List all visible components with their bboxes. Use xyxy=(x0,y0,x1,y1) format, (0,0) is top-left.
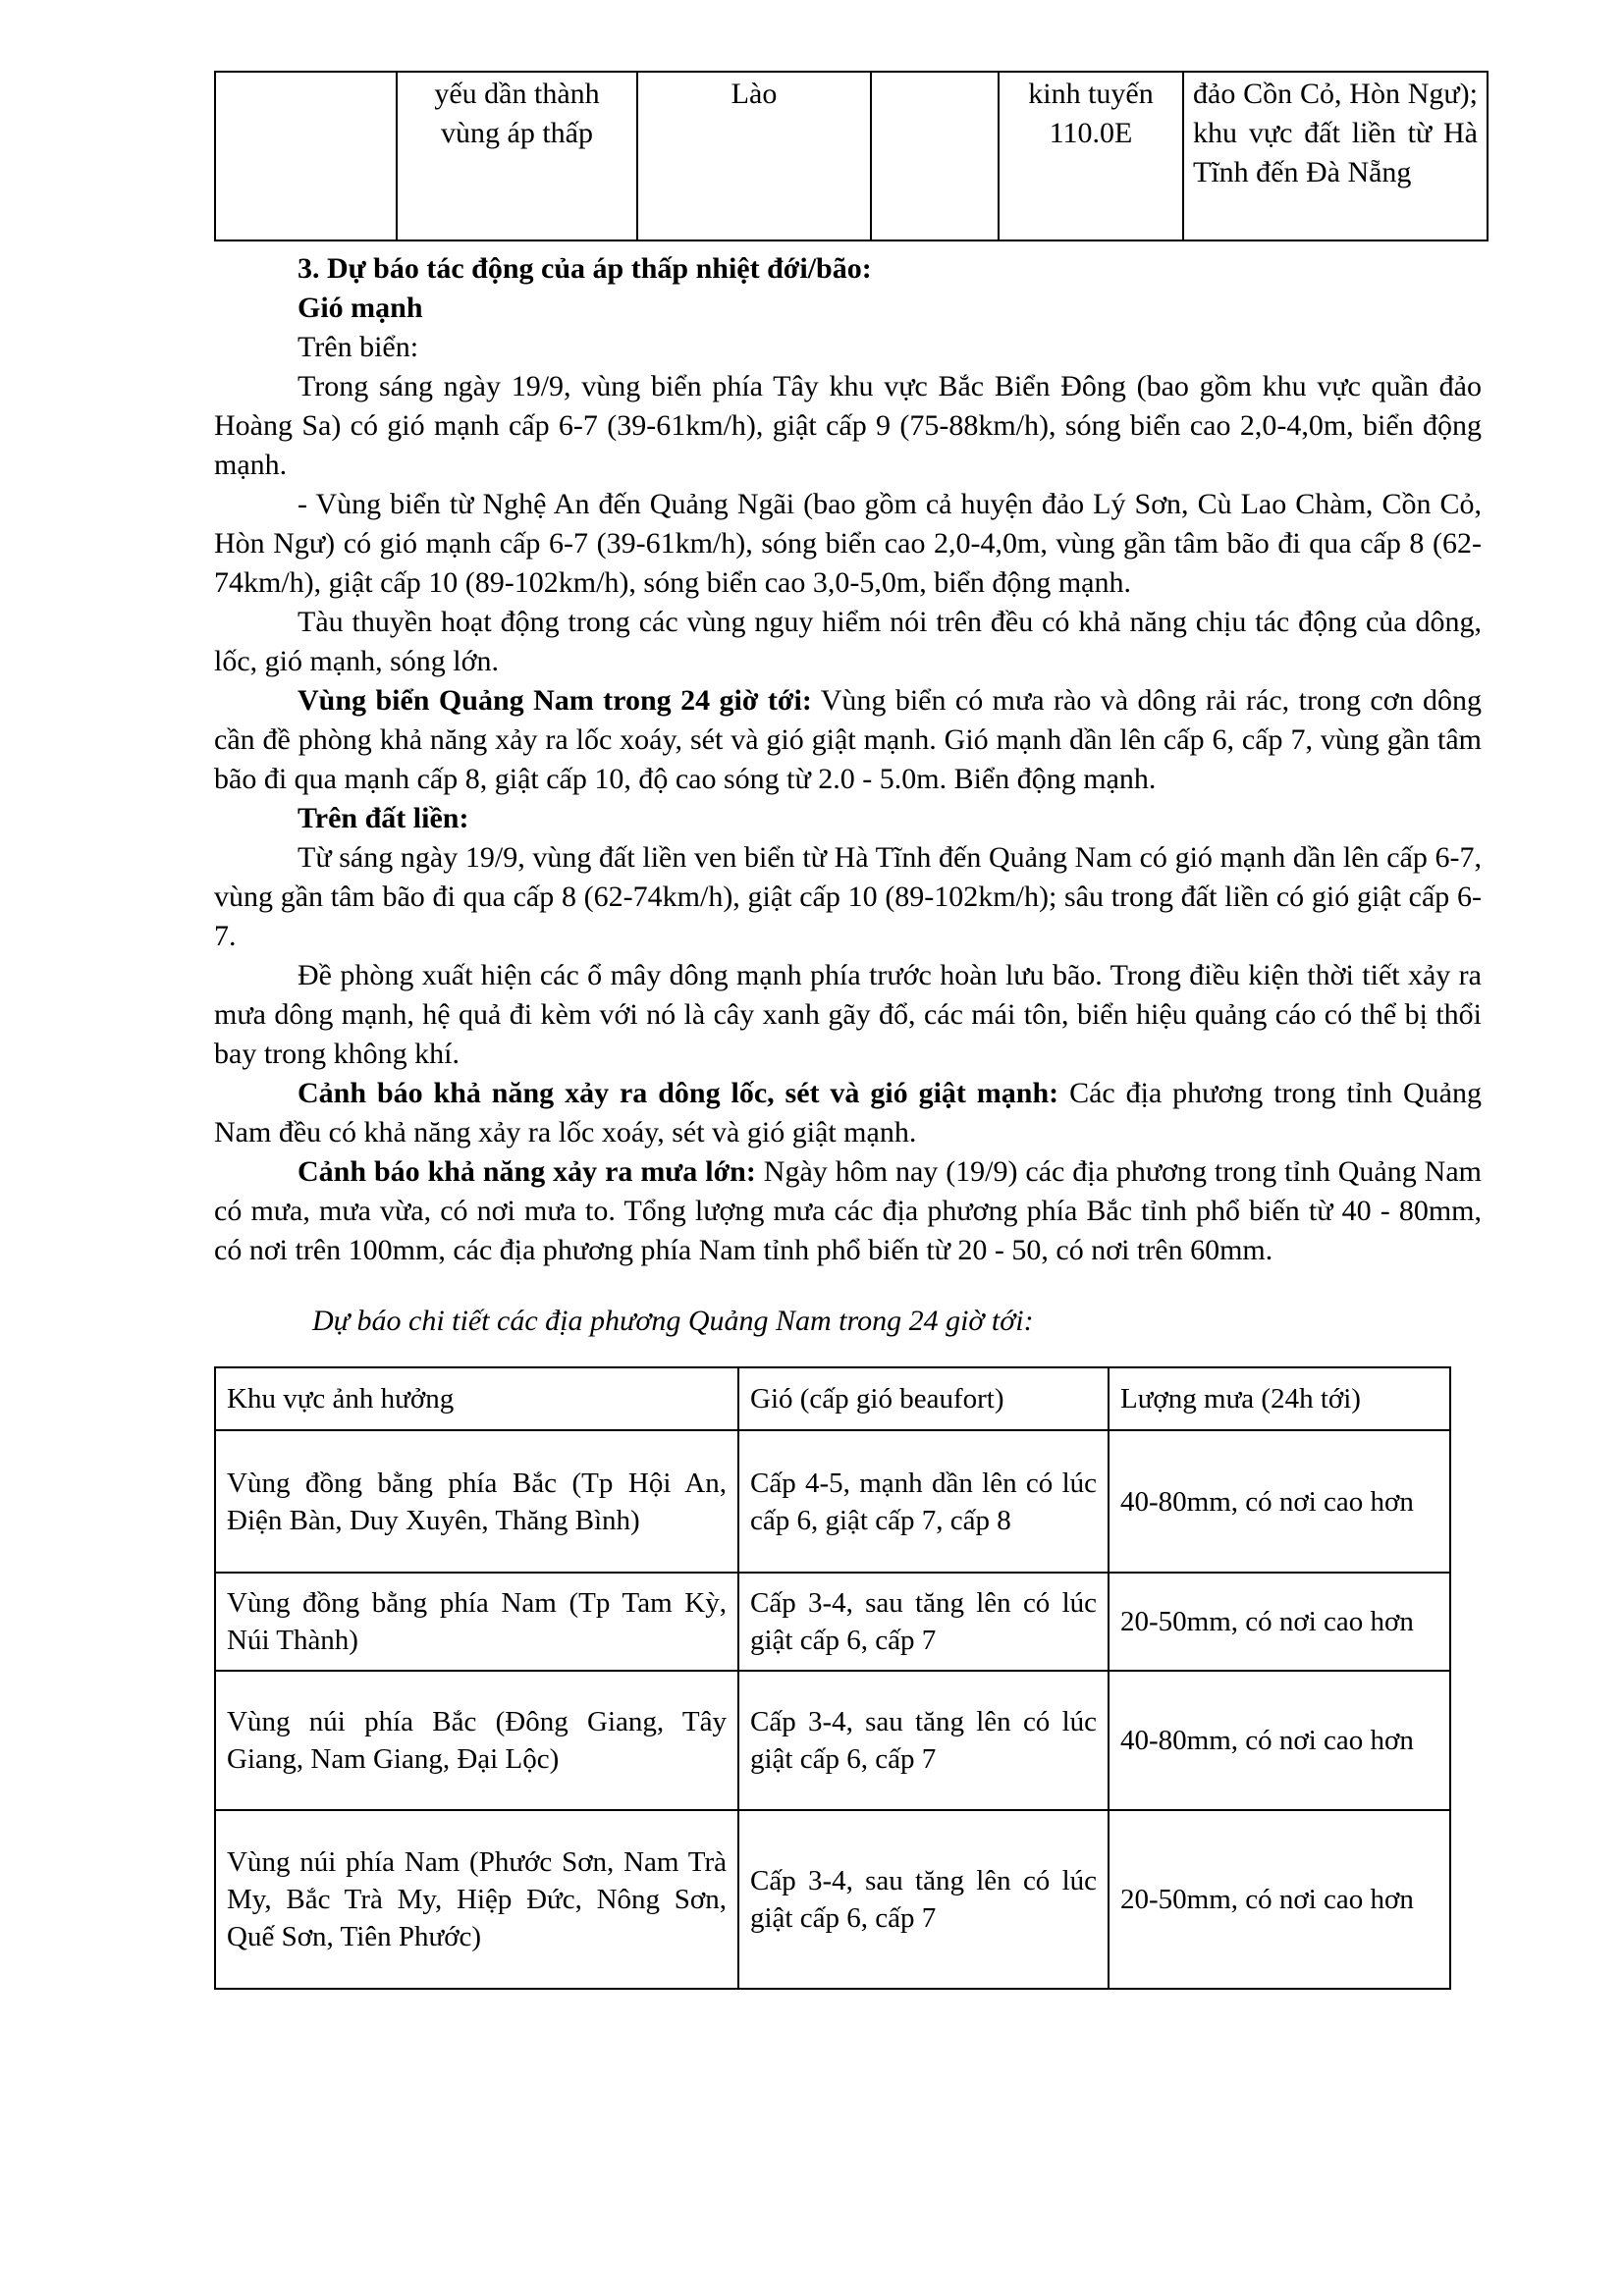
paragraph-lead-quangnam-sea: Vùng biển Quảng Nam trong 24 giờ tới: xyxy=(298,684,812,717)
paragraph-land-2: Đề phòng xuất hiện các ổ mây dông mạnh phía trước hoàn lưu bão. Trong điều kiện thời tiết xảy ra mưa dông mạnh, hệ quả đi kèm với nó là cây xanh gãy đổ, các mái tôn, biển hiệu quảng cáo có thể bị thổi bay trong không khí. xyxy=(214,959,1482,1070)
table-cell: 20-50mm, có nơi cao hơn xyxy=(1109,1573,1450,1671)
subheading-strong-wind: Gió mạnh xyxy=(298,292,423,324)
table-cell: Vùng đồng bằng phía Bắc (Tp Hội An, Điện Bàn, Duy Xuyên, Thăng Bình) xyxy=(215,1430,738,1573)
table-cell: Cấp 3-4, sau tăng lên có lúc giật cấp 6, cấp 7 xyxy=(738,1573,1109,1671)
paragraph-sea-1: Trong sáng ngày 19/9, vùng biển phía Tây khu vực Bắc Biển Đông (bao gồm khu vực quần đảo Hoàng Sa) có gió mạnh cấp 6-7 (39-61km/h), giật cấp 9 (75-88km/h), sóng biển cao 2,0-4,0m, biển động mạnh. xyxy=(214,370,1482,481)
table-cell: 20-50mm, có nơi cao hơn xyxy=(1109,1810,1450,1989)
table-cell: Lào xyxy=(637,72,871,240)
paragraph-warning-rain xyxy=(214,1152,1482,1270)
table-cell xyxy=(871,72,999,240)
forecast-detail-caption: Dự báo chi tiết các địa phương Quảng Nam trong 24 giờ tới: xyxy=(312,1305,1034,1337)
forecast-table-head xyxy=(215,1367,1450,1430)
table-cell xyxy=(215,72,397,240)
column-header-wind: Gió (cấp gió beaufort) xyxy=(738,1367,1109,1430)
paragraph-lead-warning-storm: Cảnh báo khả năng xảy ra dông lốc, sét và gió giật mạnh: xyxy=(298,1077,1059,1109)
section-heading: 3. Dự báo tác động của áp thấp nhiệt đới/bão: xyxy=(298,252,872,285)
forecast-table xyxy=(214,1366,1451,1990)
table-row xyxy=(215,72,1488,240)
paragraph-quangnam-sea xyxy=(214,681,1482,799)
paragraph-warning-storm xyxy=(214,1074,1482,1152)
subheading-on-land: Trên đất liền: xyxy=(298,802,469,834)
table-row xyxy=(215,1430,1450,1573)
column-header-rain: Lượng mưa (24h tới) xyxy=(1109,1367,1450,1430)
table-cell: Cấp 3-4, sau tăng lên có lúc giật cấp 6, cấp 7 xyxy=(738,1810,1109,1989)
continuation-table-body xyxy=(215,72,1488,240)
paragraph-sea-2: - Vùng biển từ Nghệ An đến Quảng Ngãi (bao gồm cả huyện đảo Lý Sơn, Cù Lao Chàm, Cồn Cỏ, Hòn Ngư) có gió mạnh cấp 6-7 (39-61km/h), sóng biển cao 2,0-4,0m, vùng gần tâm bão đi qua cấp 8 (62-74km/h), giật cấp 10 (89-102km/h), sóng biển cao 3,0-5,0m, biển động mạnh. xyxy=(214,488,1482,599)
paragraph-sea-3: Tàu thuyền hoạt động trong các vùng nguy hiểm nói trên đều có khả năng chịu tác động của dông, lốc, gió mạnh, sóng lớn. xyxy=(214,606,1482,677)
paragraph-rest-warning-storm: Các địa phương trong tỉnh Quảng Nam đều có khả năng xảy ra lốc xoáy, sét và gió giật mạnh. xyxy=(214,1077,1482,1148)
continuation-table xyxy=(214,71,1489,241)
forecast-table-body xyxy=(215,1430,1450,1989)
paragraph-land-1: Từ sáng ngày 19/9, vùng đất liền ven biển từ Hà Tĩnh đến Quảng Nam có gió mạnh dần lên cấp 6-7, vùng gần tâm bão đi qua cấp 8 (62-74km/h), giật cấp 10 (89-102km/h); sâu trong đất liền có gió giật cấp 6-7. xyxy=(214,841,1482,952)
paragraph-lead-warning-rain: Cảnh báo khả năng xảy ra mưa lớn: xyxy=(298,1155,756,1188)
table-cell: Vùng núi phía Nam (Phước Sơn, Nam Trà My, Bắc Trà My, Hiệp Đức, Nông Sơn, Quế Sơn, Tiên Phước) xyxy=(215,1810,738,1989)
table-cell: 40-80mm, có nơi cao hơn xyxy=(1109,1430,1450,1573)
table-cell: Cấp 4-5, mạnh dần lên có lúc cấp 6, giật cấp 7, cấp 8 xyxy=(738,1430,1109,1573)
paragraph-rest-quangnam-sea: Vùng biển có mưa rào và dông rải rác, trong cơn dông cần đề phòng khả năng xảy ra lốc xoáy, sét và gió giật mạnh. Gió mạnh dần lên cấp 6, cấp 7, vùng gần tâm bão đi qua mạnh cấp 8, giật cấp 10, độ cao sóng từ 2.0 - 5.0m. Biển động mạnh. xyxy=(214,684,1483,795)
table-cell: yếu dần thành vùng áp thấp xyxy=(397,72,637,240)
subheading-at-sea: Trên biển: xyxy=(298,331,419,363)
table-cell: 40-80mm, có nơi cao hơn xyxy=(1109,1671,1450,1810)
table-cell: đảo Cồn Cỏ, Hòn Ngư); khu vực đất liền từ Hà Tĩnh đến Đà Nẵng xyxy=(1183,72,1488,240)
table-row xyxy=(215,1671,1450,1810)
table-cell: Vùng đồng bằng phía Nam (Tp Tam Kỳ, Núi Thành) xyxy=(215,1573,738,1671)
forecast-header-row xyxy=(215,1367,1450,1430)
table-row xyxy=(215,1573,1450,1671)
table-cell: Vùng núi phía Bắc (Đông Giang, Tây Giang, Nam Giang, Đại Lộc) xyxy=(215,1671,738,1810)
table-cell: Cấp 3-4, sau tăng lên có lúc giật cấp 6, cấp 7 xyxy=(738,1671,1109,1810)
column-header-area: Khu vực ảnh hưởng xyxy=(215,1367,738,1430)
paragraph-rest-warning-rain: Ngày hôm nay (19/9) các địa phương trong tỉnh Quảng Nam có mưa, mưa vừa, có nơi mưa to. Tổng lượng mưa các địa phương phía Bắc tỉnh phổ biến từ 40 - 80mm, có nơi trên 100mm, các địa phương phía Nam tỉnh phổ biến từ 20 - 50, có nơi trên 60mm. xyxy=(214,1155,1482,1266)
table-row xyxy=(215,1810,1450,1989)
table-cell: kinh tuyến 110.0E xyxy=(999,72,1183,240)
